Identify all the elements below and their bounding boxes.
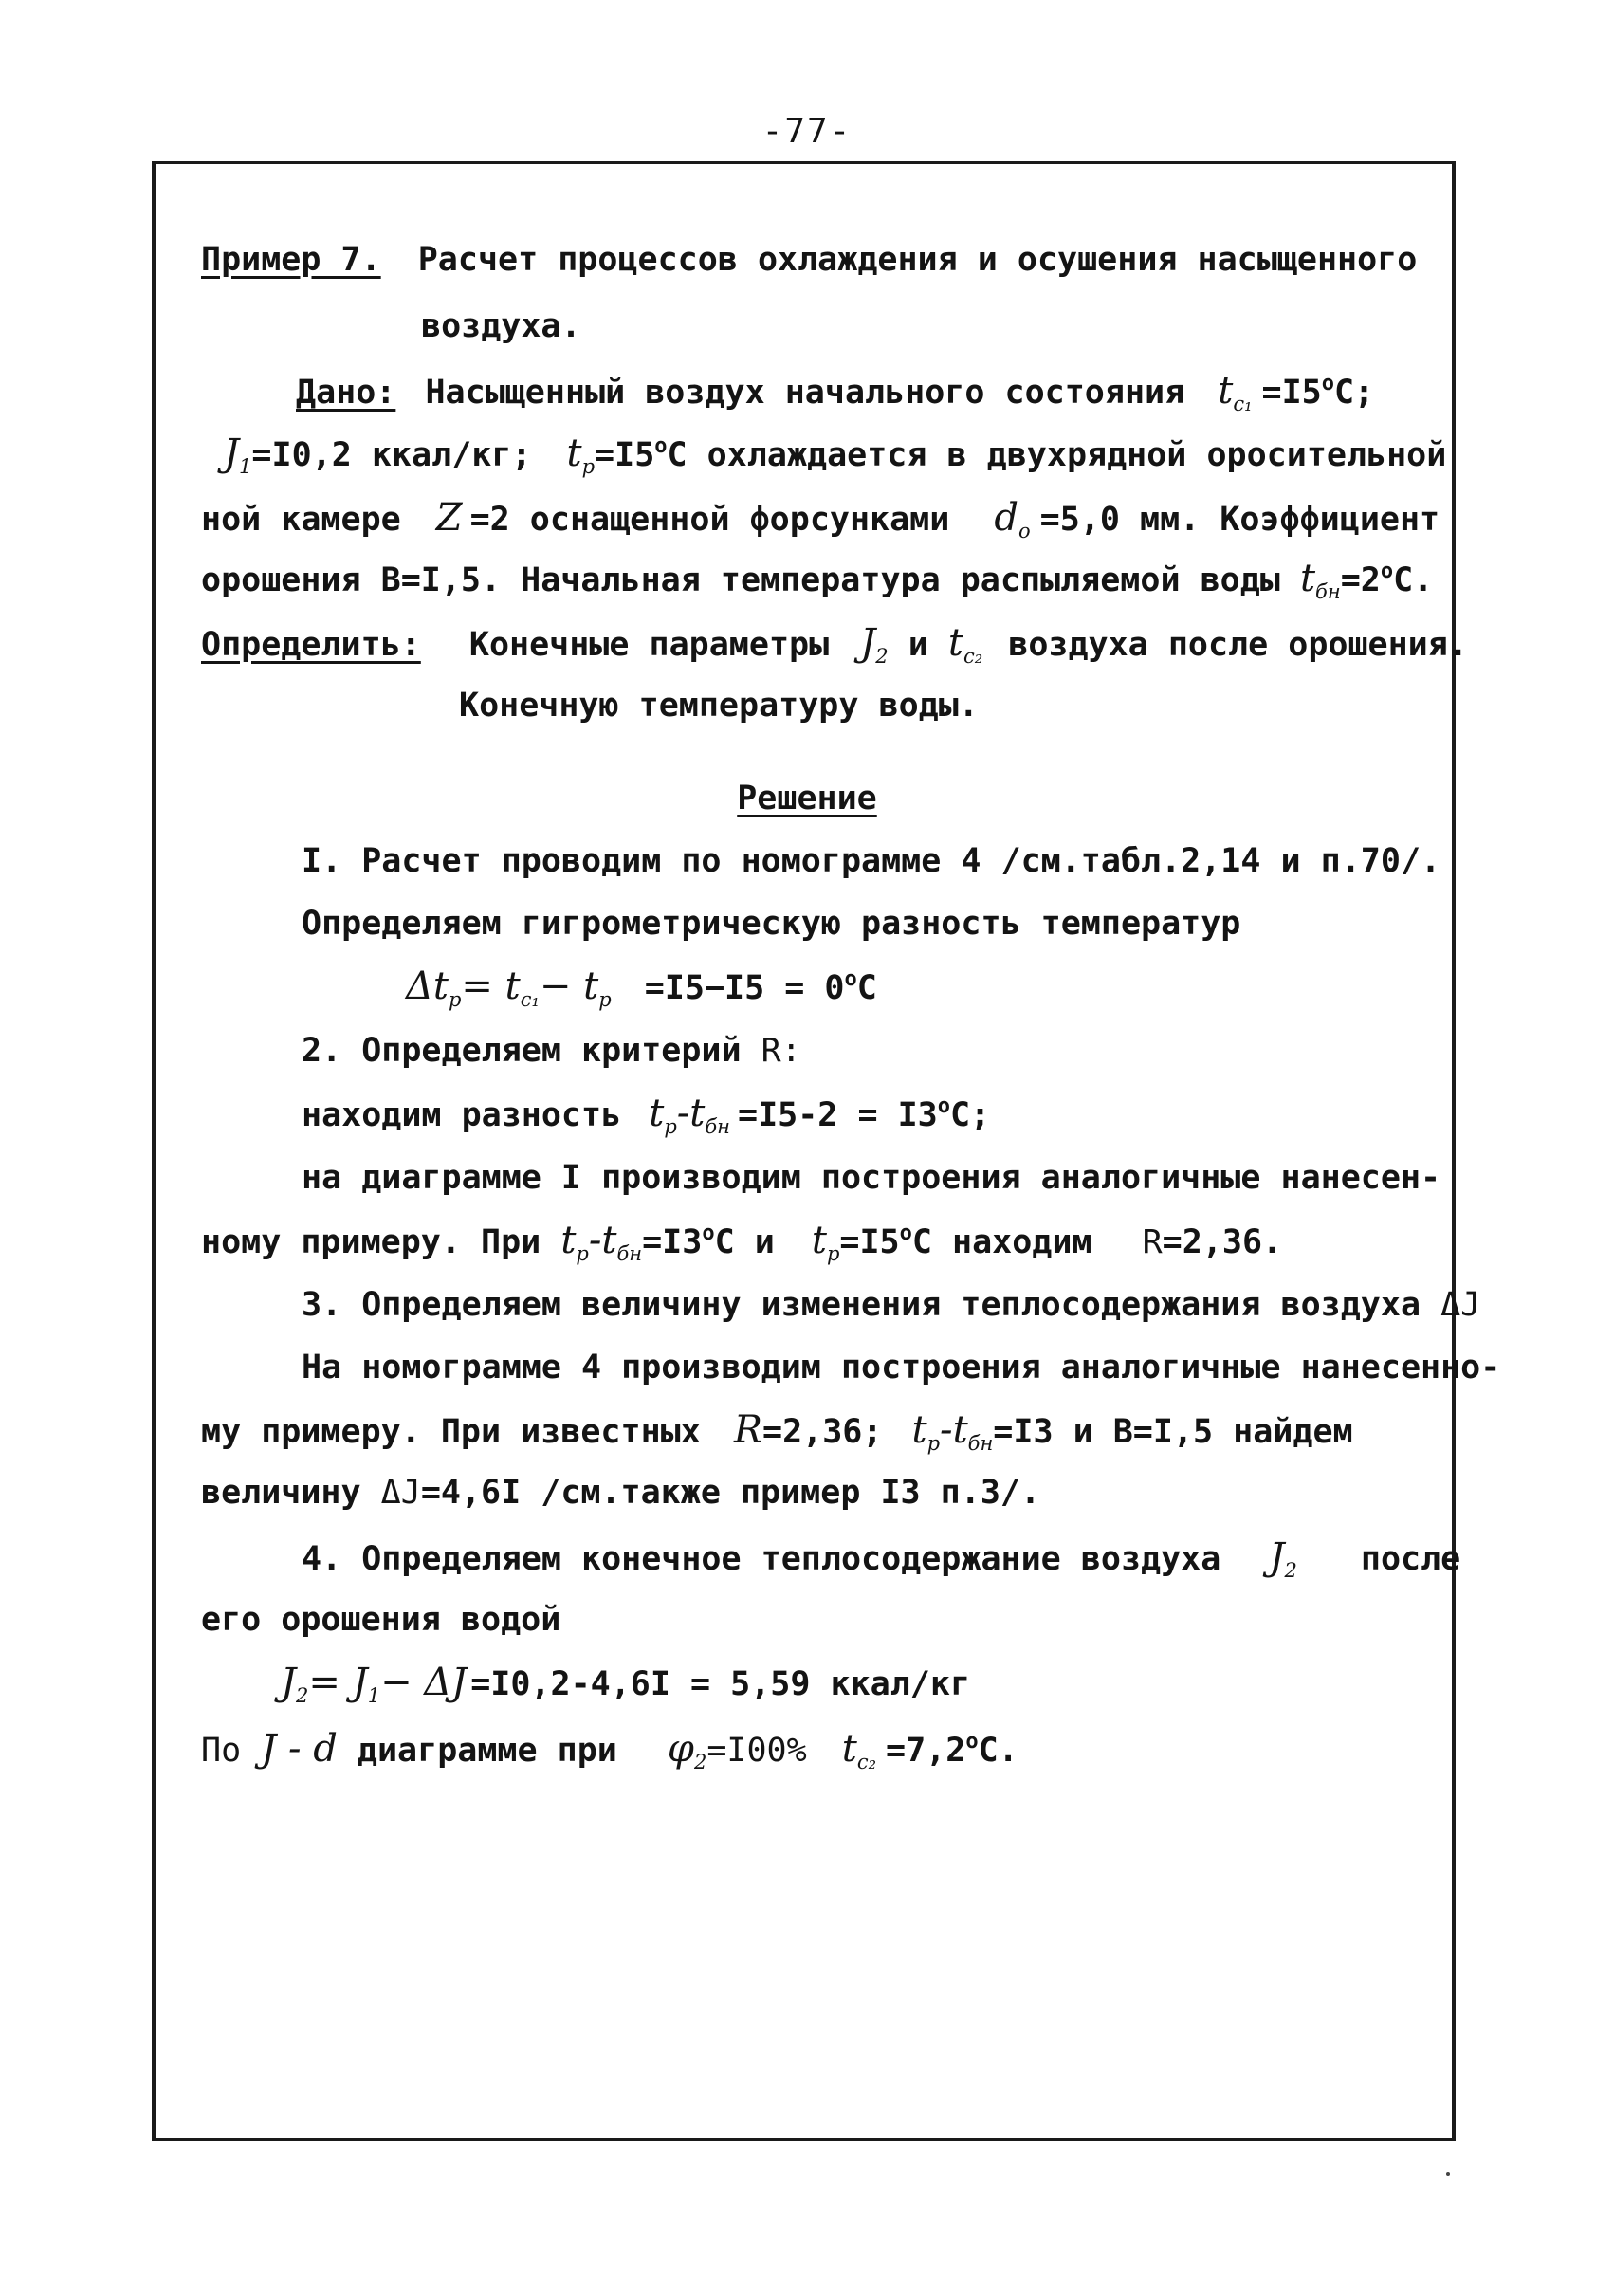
step4-jd: J - d xyxy=(261,1727,338,1771)
given-t-bn-sub: бн xyxy=(1315,580,1341,603)
step4-tc2-value: =7,2 xyxy=(886,1732,966,1770)
given-tp-value: =I5 xyxy=(595,436,655,474)
step4-f-j: J xyxy=(281,1661,297,1704)
step4-f-1-sub: 1 xyxy=(367,1684,381,1707)
given-t-value: =I5 xyxy=(1261,374,1322,412)
step4-line-3 xyxy=(201,1728,1018,1772)
given-t-bn-value: =2 xyxy=(1340,561,1381,599)
step4-formula-math xyxy=(281,1661,468,1707)
step3-text-1: 3. Определяем величину изменения теплосодержания воздуха xyxy=(302,1286,1421,1324)
step4-t: t xyxy=(841,1727,857,1771)
given-text-2: C охлаждается в двухрядной оросительной xyxy=(667,436,1447,474)
page-number: -77- xyxy=(761,112,853,151)
given-d0 xyxy=(994,496,1030,540)
step2-line-2 xyxy=(302,1093,990,1136)
step4-deg: o xyxy=(965,1730,979,1754)
solution-heading-text: Решение xyxy=(737,780,877,817)
find-text-2: воздуха после орошения. xyxy=(1008,626,1468,664)
given-line-3 xyxy=(201,497,1440,541)
given-deg: o xyxy=(1321,372,1334,395)
step3-text-4: величину xyxy=(201,1474,361,1512)
step3-text-4b: =4,6I /см.также пример I3 п.3/. xyxy=(420,1474,1041,1512)
example-label: Пример 7. xyxy=(201,241,381,279)
formula-c1-sub: c₁ xyxy=(520,988,540,1011)
step3-delta-j-2: ΔJ xyxy=(380,1474,421,1512)
step2-tp-tbn xyxy=(649,1092,731,1138)
given-t-bn-deg: o xyxy=(1380,560,1394,583)
given-tp xyxy=(566,432,596,478)
given-z: Z xyxy=(435,496,463,540)
step2-p2-sub: p xyxy=(576,1242,589,1265)
step4-unit: C. xyxy=(978,1732,1018,1770)
find-t: t xyxy=(947,621,963,665)
step4-text-after: после xyxy=(1360,1540,1461,1578)
formula-eq-t: = t xyxy=(461,964,521,1008)
step4-j2-sub: 2 xyxy=(1284,1559,1297,1582)
step3-t2: -t xyxy=(940,1408,968,1452)
step2-value: =I5-2 = I3 xyxy=(738,1096,938,1134)
step3-p-sub: p xyxy=(926,1432,941,1455)
given-text-3b: =2 оснащенной форсунками xyxy=(469,501,950,539)
formula-deg: o xyxy=(844,967,857,991)
given-text-3a: ной камере xyxy=(201,501,401,539)
step3-line-3 xyxy=(201,1409,1353,1453)
step4-c2-sub: c₂ xyxy=(856,1751,877,1773)
given-t-c1 xyxy=(1218,369,1252,413)
given-t-bn-t: t xyxy=(1299,557,1316,600)
find-text-1: Конечные параметры xyxy=(468,626,830,664)
step2-text-2: находим разность xyxy=(302,1096,622,1134)
formula-p2-sub: p xyxy=(598,988,612,1011)
step2-t1: t xyxy=(649,1092,665,1135)
step4-text-1: 4. Определяем конечное теплосодержание воздуха xyxy=(302,1540,1221,1578)
step2-t3: t xyxy=(560,1219,577,1262)
step4-phi xyxy=(668,1727,706,1771)
step3-bn-sub: бн xyxy=(967,1432,994,1455)
given-text-1: Насыщенный воздух начального состояния xyxy=(425,374,1185,412)
step2-value-2: =I3 xyxy=(642,1223,703,1261)
step2-p3-sub: p xyxy=(826,1242,840,1265)
formula-p-sub: p xyxy=(448,988,462,1011)
given-line-1 xyxy=(296,370,1374,413)
step3-line-1 xyxy=(302,1284,1480,1326)
step2-r: R xyxy=(761,1032,781,1070)
solution-heading xyxy=(0,778,1614,819)
step3-line-2: На номограмме 4 производим построения аналогичные нанесенно- xyxy=(302,1349,1501,1387)
step2-unit: C; xyxy=(949,1096,991,1134)
given-j: J xyxy=(224,432,240,475)
step2-t5: t xyxy=(811,1219,827,1262)
step2-r-result: R xyxy=(1142,1223,1163,1261)
given-tp-t: t xyxy=(566,432,582,475)
given-line-4 xyxy=(201,558,1433,601)
step3-text-3b: =I3 и В=I,5 найдем xyxy=(993,1413,1353,1451)
step2-value-3: =I5 xyxy=(839,1223,900,1261)
given-unit: C; xyxy=(1333,374,1375,412)
step4-phi-value: =I00% xyxy=(706,1732,807,1770)
find-line-2: Конечную температуру воды. xyxy=(459,687,979,725)
step4-formula xyxy=(281,1662,970,1705)
step2-colon: : xyxy=(780,1032,801,1070)
step2-deg-3: o xyxy=(899,1221,912,1245)
step4-f-result: =I0,2-4,6I = 5,59 ккал/кг xyxy=(470,1665,971,1703)
step3-r-value: =2,36; xyxy=(762,1413,883,1451)
step4-po: По xyxy=(201,1732,242,1770)
step4-f-2-sub: 2 xyxy=(296,1684,309,1707)
given-j1 xyxy=(224,432,252,478)
given-j1-value: =I0,2 ккал/кг; xyxy=(251,436,532,474)
step2-text-4: ному примеру. При xyxy=(201,1223,541,1261)
step2-line-1 xyxy=(302,1030,801,1072)
step2-p-sub: p xyxy=(664,1115,677,1138)
step2-t4: -t xyxy=(588,1219,617,1262)
step2-tp-tbn-2 xyxy=(560,1219,643,1265)
step4-line-1 xyxy=(302,1536,1460,1580)
step2-bn2-sub: бн xyxy=(616,1242,643,1265)
step4-j: J xyxy=(1269,1535,1285,1579)
step2-text-1: 2. Определяем критерий xyxy=(302,1032,742,1070)
find-tc2 xyxy=(947,621,983,668)
step4-phi-sub: 2 xyxy=(693,1751,707,1773)
example-title-line-1 xyxy=(201,239,1417,281)
given-t-bn-unit: C. xyxy=(1393,561,1434,599)
formula-unit: C xyxy=(856,969,877,1007)
step2-tp xyxy=(811,1219,840,1265)
scan-speck xyxy=(1446,2172,1450,2176)
step3-text-3: му примеру. При известных xyxy=(201,1413,701,1451)
find-j2-sub: 2 xyxy=(875,645,889,668)
step4-line-2: его орошения водой xyxy=(201,1601,561,1639)
example-title-line-2: воздуха. xyxy=(421,307,581,345)
find-line-1 xyxy=(201,622,1468,666)
given-label: Дано: xyxy=(296,374,396,412)
given-text-3c: =5,0 мм. Коэффициент xyxy=(1039,501,1440,539)
given-line-2 xyxy=(224,432,1446,476)
step1-line-2: Определяем гигрометрическую разность температур xyxy=(302,905,1241,943)
find-label: Определить: xyxy=(201,626,421,664)
step4-tc2 xyxy=(842,1727,876,1771)
formula-delta-tp xyxy=(406,964,612,1011)
step4-j2 xyxy=(1269,1535,1297,1582)
step4-f-eq-j: = J xyxy=(308,1661,368,1704)
find-tc2-sub: c₂ xyxy=(963,645,983,668)
step1-formula xyxy=(406,965,877,1009)
given-t-bn xyxy=(1299,557,1341,603)
given-text-4a: орошения В=I,5. Начальная температура распыляемой воды xyxy=(201,561,1280,599)
find-j: J xyxy=(860,621,876,665)
step2-t2: -t xyxy=(676,1092,706,1135)
example-title-text: Расчет процессов охлаждения и осушения насыщенного xyxy=(417,241,1418,279)
step3-line-4 xyxy=(201,1472,1040,1514)
step4-text-3: диаграмме при xyxy=(357,1732,617,1770)
step2-line-4 xyxy=(201,1220,1282,1263)
step2-deg: o xyxy=(937,1094,950,1118)
given-tp-deg: o xyxy=(654,434,668,458)
step2-find: C находим xyxy=(911,1223,1092,1261)
step2-bn-sub: бн xyxy=(705,1115,731,1138)
given-t: t xyxy=(1218,369,1234,413)
step4-f-minus: − ΔJ xyxy=(380,1661,468,1704)
step3-delta-j: ΔJ xyxy=(1440,1286,1481,1324)
given-d: d xyxy=(994,496,1019,540)
step3-tp-tbn xyxy=(911,1408,994,1455)
given-tp-sub: p xyxy=(581,455,596,478)
step4-phi-sym: φ xyxy=(667,1727,694,1771)
step1-line-1: I. Расчет проводим по номограмме 4 /см.табл.2,14 и п.70/. xyxy=(302,842,1441,880)
step3-r: R xyxy=(733,1408,762,1452)
step2-r-value: =2,36. xyxy=(1162,1223,1283,1261)
formula-result: =I5−I5 = 0 xyxy=(644,969,845,1007)
step2-deg-2: o xyxy=(702,1221,715,1245)
step3-t1: t xyxy=(911,1408,927,1452)
find-and: и xyxy=(908,626,928,664)
find-j2 xyxy=(860,621,889,668)
step2-line-3: на диаграмме I производим построения аналогичные нанесен- xyxy=(302,1159,1441,1197)
step2-and: C и xyxy=(714,1223,775,1261)
given-j1-sub: 1 xyxy=(239,455,252,478)
formula-delta-t: Δt xyxy=(406,964,449,1008)
formula-minus-t: − t xyxy=(539,964,599,1008)
given-c1-sub: c₁ xyxy=(1233,393,1253,415)
given-d0-sub: o xyxy=(1018,520,1031,542)
